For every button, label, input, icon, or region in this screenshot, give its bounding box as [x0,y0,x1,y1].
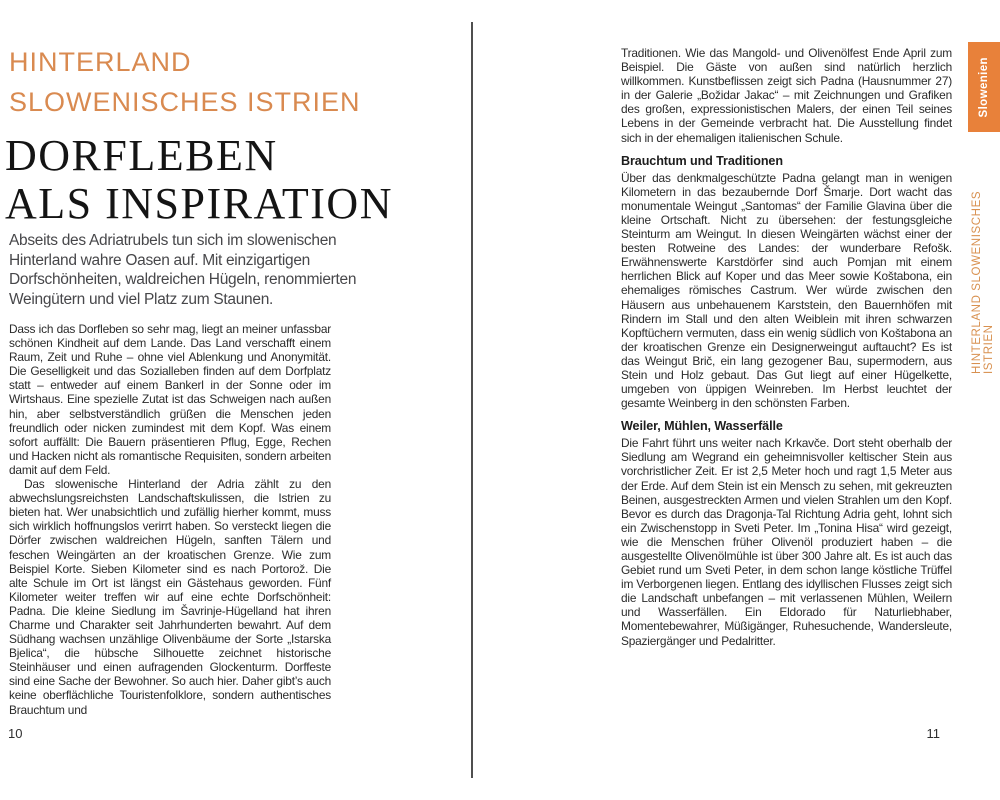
running-sidebar-label: HINTERLAND SLOWENISCHES ISTRIEN [971,190,995,374]
title-line: ALS INSPIRATION [5,179,393,228]
title-line: DORFLEBEN [5,131,278,180]
body-paragraph: Über das denkmalgeschützte Padna gelangt man in wenigen Kilometern in das bezaubernde Dorf Šmarje. Dort wacht das monumentale Weingut „Santomas“ der Familie Glavina über die kleine Ortschaft. Nicht zu übersehen: der festungsgleiche Steinturm am Weingut. In diesen Weingärten wächst einer der besten Rotweine des Landes: der wunderbare Refošk. Erwähnenswerte Karstdörfer sind auch Pomjan mit einem herrlichen Blick auf Koper und das Meer sowie Koštabona, ein ehemaliges römisches Castrum. Wer würde zwischen den Häusern aus unbehauenem Karststein, den Bauernhöfen mit Rindern im Stall und den alten Weiblein mit ihren schwarzen Kopftüchern vermuten, dass ein wenig südlich von Koštabona an der kroatischen Grenze ein Designerweingut auftaucht? Es ist das Weingut Brič, ein lang gezogener Bau, supermodern, aus Stein und Holz gebaut. Das Gut liegt auf einer Hügelkette, umgeben von üppigen Weinreben. Im Herbst leuchtet der gesamte Weinberg in den schönsten Farben. [621,170,952,411]
article-title [5,132,393,228]
body-paragraph: Dass ich das Dorfleben so sehr mag, liegt an meiner unfassbar schönen Kindheit auf dem Lande. Das Land verschafft einem Raum, Zeit und Ruhe – ohne viel Ablenkung und Anonymität. Die Geselligkeit und das Sozialleben finden auf dem Dorfplatz statt – entweder auf einem Bankerl in der Sonne oder im Wirtshaus. Eine spezielle Zutat ist das Schweigen nach außen hin, aber selbstverständlich grüßen die Menschen jeden freundlich oder nicken zumindest mit dem Kopf. Was einem sofort auffällt: Die Bauern präsentieren Pflug, Egge, Rechen und Hacken nicht als romantische Requisiten, sondern arbeiten damit auf dem Feld. [9,322,331,477]
chapter-tab-label: Slowenien [978,56,990,118]
body-paragraph: Traditionen. Wie das Mangold- und Olivenölfest Ende April zum Beispiel. Die Gäste von außen sind natürlich herzlich willkommen. Kunstbeflissen zeigt sich Padna (Hausnummer 27) in der Galerie „Božidar Jakac“ – mit Zeichnungen und Grafiken des großen, expressionistischen Malers, der einen Teil seines Lebens in der Gemeinde verbracht hat. Die Ausstellung findet sich in der ehemaligen italienischen Schule. [621,46,952,145]
section-subheading: Weiler, Mühlen, Wasserfälle [621,419,783,434]
lead-paragraph: Abseits des Adriatrubels tun sich im slowenischen Hinterland wahre Oasen auf. Mit einzigartigen Dorfschönheiten, waldreichen Hügeln, renommierten Weingütern und viel Platz zum Staunen. [9,232,357,308]
right-body-column [621,46,952,648]
page-number-right: 11 [926,726,940,741]
left-body-column [9,322,331,717]
section-kicker [9,42,361,122]
chapter-tab [968,42,1000,132]
kicker-line: SLOWENISCHES ISTRIEN [9,87,361,117]
section-subheading: Brauchtum und Traditionen [621,153,783,168]
kicker-line: HINTERLAND [9,47,192,77]
page-number-left: 10 [8,726,23,741]
page-divider [471,22,473,778]
body-paragraph: Das slowenische Hinterland der Adria zählt zu den abwechslungsreichsten Landschaftskulissen, die Istrien zu bieten hat. Wer unabsichtlich und zufällig hierher kommt, muss sich wirklich hoffnungslos verirrt haben. So versteckt liegen die Dörfer zwischen waldreichen Hügeln, sanften Tälern und feschen Weingärten an der kroatischen Grenze. Wie zum Beispiel Korte. Sieben Kilometer sind es nach Portorož. Die alte Schule im Ort ist längst ein Gästehaus geworden. Fünf Kilometer weiter treffen wir auf eine echte Dorfschönheit: Padna. Die kleine Siedlung im Šavrinje-Hügelland hat ihren Charme und Charakter seit Jahrhunderten bewahrt. Auf dem Südhang wachsen unzählige Olivenbäume der Sorte „Istarska Bjelica“, die hübsche Silhouette zeichnet historische Steinhäuser und einen aufragenden Glockenturm. Dorffeste sind eine Sache der Bewohner. So auch hier. Daher gibt’s auch keine oberflächliche Touristenfolklore, sondern authentisches Brauchtum und [9,477,331,717]
body-paragraph: Die Fahrt führt uns weiter nach Krkavče. Dort steht oberhalb der Siedlung am Wegrand ein geheimnisvoller keltischer Stein aus vorchristlicher Zeit. Er ist 2,5 Meter hoch und ragt 1,5 Meter aus der Erde. Auf dem Stein ist ein Mensch zu sehen, mit gekreuzten Beinen, ausgestreckten Armen und vielen Strahlen um den Kopf. Bevor es durch das Dragonja-Tal Richtung Adria geht, lohnt sich ein Zwischenstopp in Sveti Peter. Im „Tonina Hisa“ wird gezeigt, wie die Menschen früher Olivenöl produziert haben – die ausgestellte Olivenölmühle ist über 300 Jahre alt. Es ist auch das Gebiet rund um Sveti Peter, in dem schon lange köstliche Trüffel im Verborgenen liegen. Entlang des idyllischen Flusses zeigt sich die Landschaft unbefangen – mit verlassenen Mühlen, Weilern und Wasserfällen. Ein Eldorado für Naturliebhaber, Momentebewahrer, Müßigänger, Ruhesuchende, Wandersleute, Spaziergänger und Pedalritter. [621,436,952,648]
